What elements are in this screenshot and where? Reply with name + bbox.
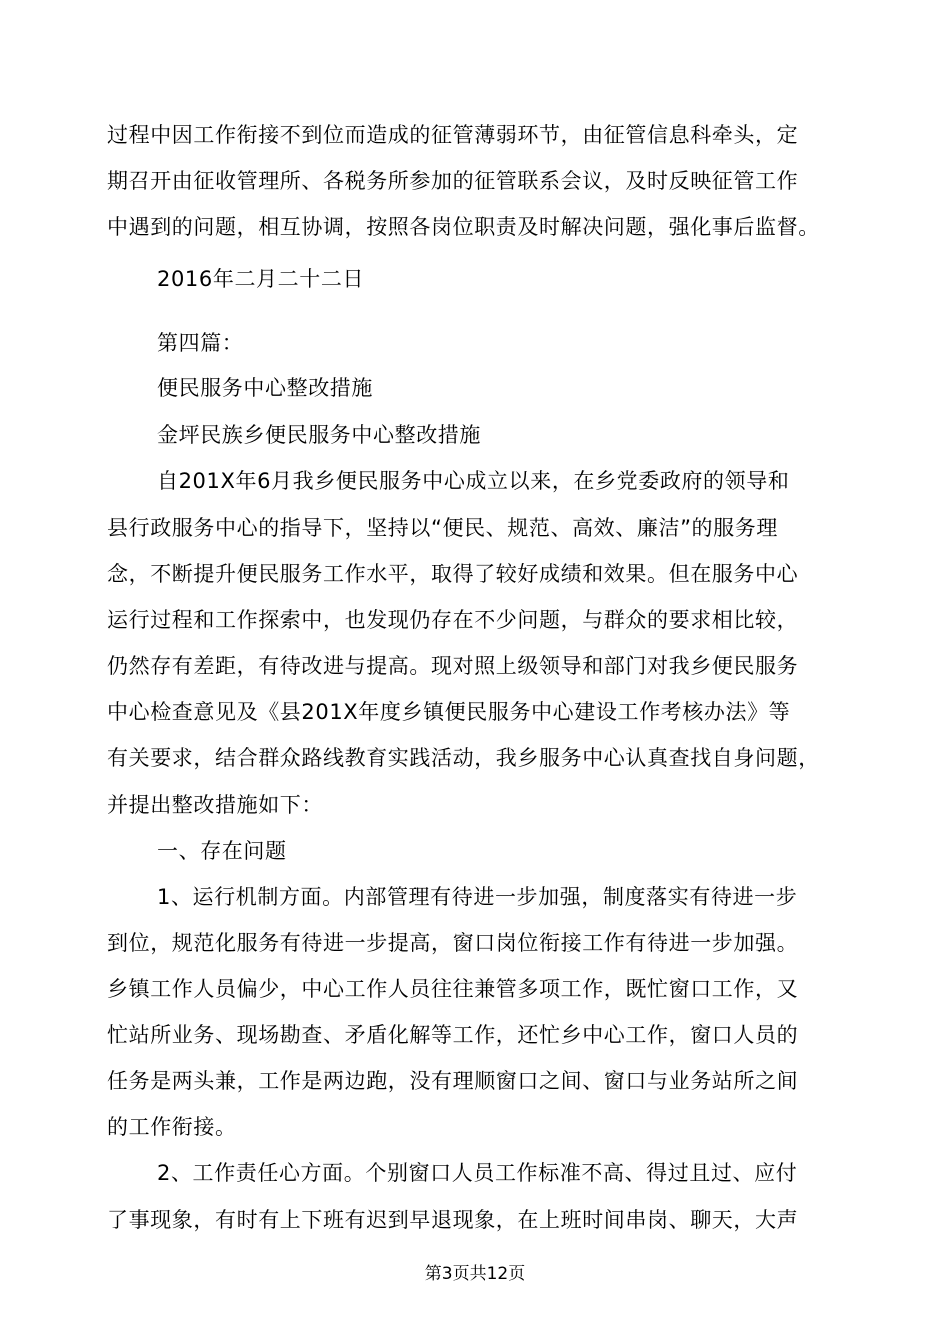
text-line: 念，不断提升便民服务工作水平，取得了较好成绩和效果。但在服务中心	[107, 562, 799, 586]
text-line: 的工作衔接。	[107, 1115, 237, 1139]
text-line: 中心检查意见及《县201X年度乡镇便民服务中心建设工作考核办法》等	[107, 700, 791, 724]
text-line: 县行政服务中心的指导下，坚持以“便民、规范、高效、廉洁”的服务理	[107, 516, 778, 540]
text-line: 到位，规范化服务有待进一步提高，窗口岗位衔接工作有待进一步加强。	[107, 931, 799, 955]
subsection-heading: 一、存在问题	[157, 839, 287, 863]
text-line: 2、工作责任心方面。个别窗口人员工作标准不高、得过且过、应付	[157, 1161, 798, 1185]
text-line: 忙站所业务、现场勘查、矛盾化解等工作，还忙乡中心工作，窗口人员的	[107, 1023, 799, 1047]
text-line: 自201X年6月我乡便民服务中心成立以来，在乡党委政府的领导和	[157, 469, 790, 493]
text-line: 仍然存有差距，有待改进与提高。现对照上级领导和部门对我乡便民服务	[107, 654, 799, 678]
section-heading: 第四篇：	[157, 331, 244, 355]
text-line: 了事现象，有时有上下班有迟到早退现象，在上班时间串岗、聊天，大声	[107, 1208, 799, 1232]
page-number-footer: 第3页共12页	[424, 1264, 526, 1284]
text-line: 有关要求，结合群众路线教育实践活动，我乡服务中心认真查找自身问题，	[107, 746, 820, 770]
text-line: 中遇到的问题，相互协调，按照各岗位职责及时解决问题，强化事后监督。	[107, 215, 820, 239]
text-line: 运行过程和工作探索中，也发现仍存在不少问题，与群众的要求相比较，	[107, 608, 799, 632]
text-line: 任务是两头兼，工作是两边跑，没有理顺窗口之间、窗口与业务站所之间	[107, 1069, 799, 1093]
text-line: 并提出整改措施如下：	[107, 793, 323, 817]
text-line: 乡镇工作人员偏少，中心工作人员往往兼管多项工作，既忙窗口工作，又	[107, 977, 799, 1001]
document-title: 金坪民族乡便民服务中心整改措施	[157, 423, 481, 447]
text-line: 1、运行机制方面。内部管理有待进一步加强，制度落实有待进一步	[157, 885, 798, 909]
section-title: 便民服务中心整改措施	[157, 376, 373, 400]
text-line: 过程中因工作衔接不到位而造成的征管薄弱环节，由征管信息科牵头，定	[107, 123, 799, 147]
text-line: 期召开由征收管理所、各税务所参加的征管联系会议，及时反映征管工作	[107, 169, 799, 193]
date-line: 2016年二月二十二日	[157, 267, 365, 291]
